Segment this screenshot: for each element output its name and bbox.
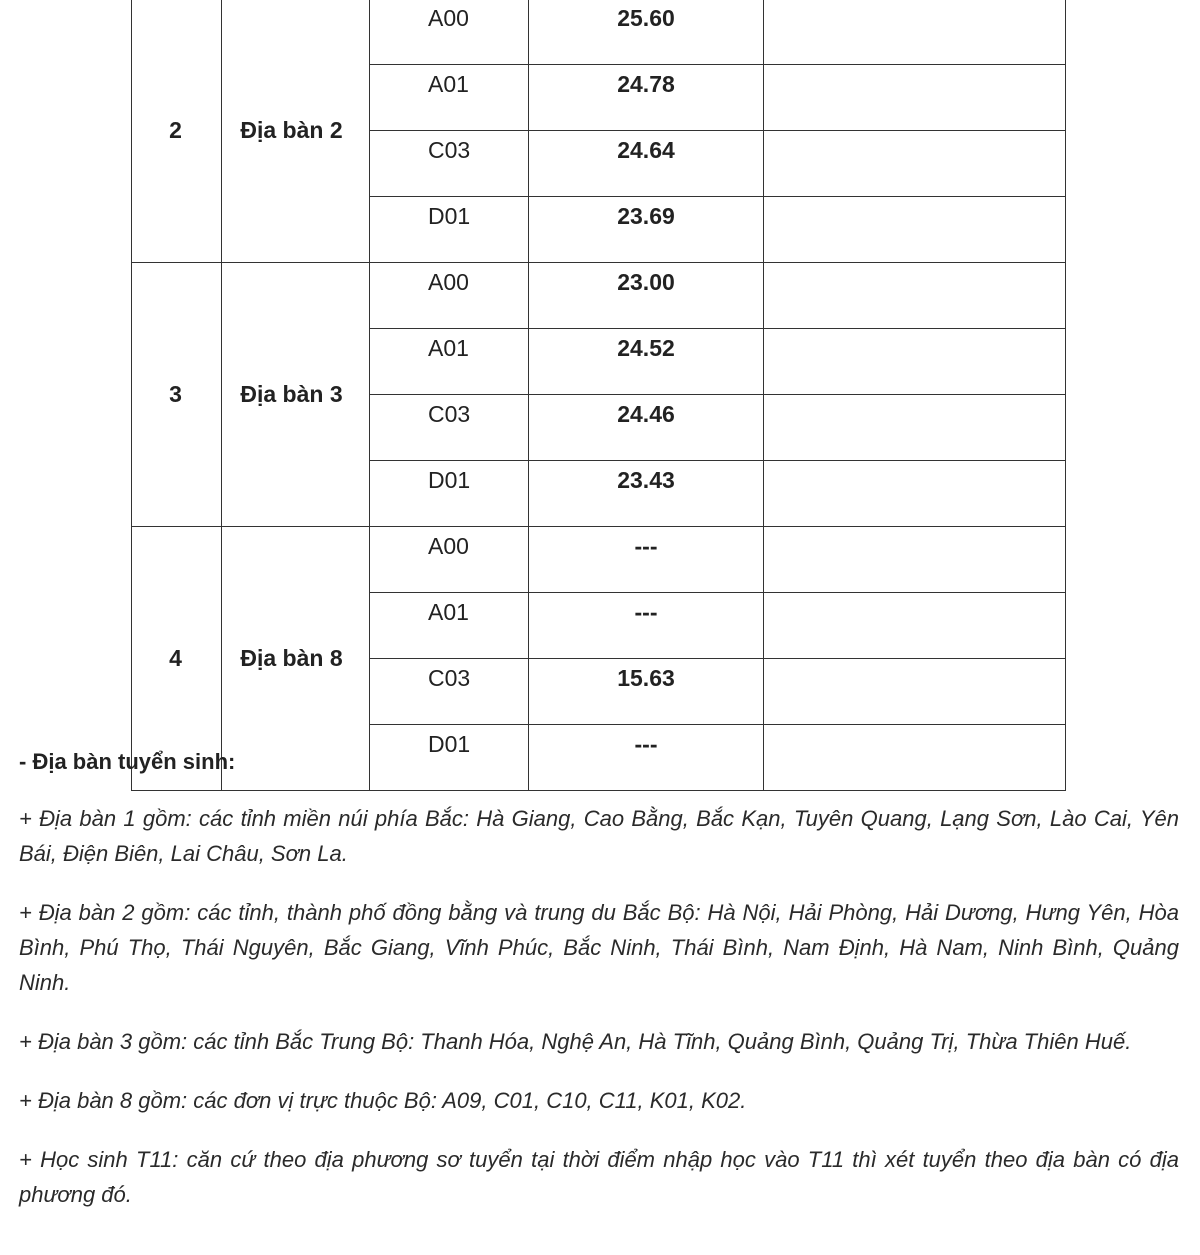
admission-score: --- [529,593,764,659]
admission-score: --- [529,725,764,791]
subject-combination: A01 [370,329,529,395]
subject-combination: D01 [370,461,529,527]
admission-score: 15.63 [529,659,764,725]
subject-combination: A01 [370,65,529,131]
score-table-body [132,0,1066,791]
note-item: + Địa bàn 1 gồm: các tỉnh miền núi phía Bắc: Hà Giang, Cao Bằng, Bắc Kạn, Tuyên Quang, Lạng Sơn, Lào Cai, Yên Bái, Điện Biên, Lai Châu, Sơn La. [19,806,1179,866]
notes-section [19,744,1179,1236]
note-item: + Địa bàn 3 gồm: các tỉnh Bắc Trung Bộ: Thanh Hóa, Nghệ An, Hà Tĩnh, Quảng Bình, Quảng Trị, Thừa Thiên Huế. [19,1029,1132,1054]
subject-combination: C03 [370,131,529,197]
note-cell [764,65,1066,131]
admission-score: 24.52 [529,329,764,395]
note-cell [764,263,1066,329]
admission-score: 24.64 [529,131,764,197]
note-item: + Địa bàn 8 gồm: các đơn vị trực thuộc Bộ: A09, C01, C10, C11, K01, K02. [19,1088,747,1113]
admission-score: --- [529,527,764,593]
note-cell [764,593,1066,659]
area-name: Địa bàn 2 [222,0,370,263]
row-number: 2 [132,0,222,263]
subject-combination: C03 [370,659,529,725]
note-cell [764,527,1066,593]
admission-score: 23.43 [529,461,764,527]
note-item: + Địa bàn 2 gồm: các tỉnh, thành phố đồng bằng và trung du Bắc Bộ: Hà Nội, Hải Phòng, Hải Dương, Hưng Yên, Hòa Bình, Phú Thọ, Thái Nguyên, Bắc Giang, Vĩnh Phúc, Bắc Ninh, Thái Bình, Nam Định, Hà Nam, Ninh Bình, Quảng Ninh. [19,900,1179,995]
subject-combination: A00 [370,263,529,329]
score-table [131,0,1066,791]
subject-combination: A01 [370,593,529,659]
area-name: Địa bàn 8 [222,527,370,791]
note-cell [764,329,1066,395]
row-number: 3 [132,263,222,527]
row-number: 4 [132,527,222,791]
subject-combination: D01 [370,725,529,791]
note-cell [764,131,1066,197]
subject-combination: D01 [370,197,529,263]
table-row [132,263,1066,329]
admission-score: 23.00 [529,263,764,329]
notes-list [19,801,1179,1212]
note-cell [764,395,1066,461]
admission-score: 24.46 [529,395,764,461]
admission-score: 24.78 [529,65,764,131]
subject-combination: A00 [370,0,529,65]
table-row [132,527,1066,593]
note-cell [764,659,1066,725]
note-cell [764,0,1066,65]
note-cell [764,197,1066,263]
notes-heading: - Địa bàn tuyển sinh: [19,749,236,774]
subject-combination: A00 [370,527,529,593]
table-row [132,0,1066,65]
note-item: + Học sinh T11: căn cứ theo địa phương sơ tuyển tại thời điểm nhập học vào T11 thì xét tuyển theo địa bàn có địa phương đó. [19,1147,1179,1207]
admission-score: 23.69 [529,197,764,263]
admission-score: 25.60 [529,0,764,65]
note-cell [764,461,1066,527]
subject-combination: C03 [370,395,529,461]
area-name: Địa bàn 3 [222,263,370,527]
